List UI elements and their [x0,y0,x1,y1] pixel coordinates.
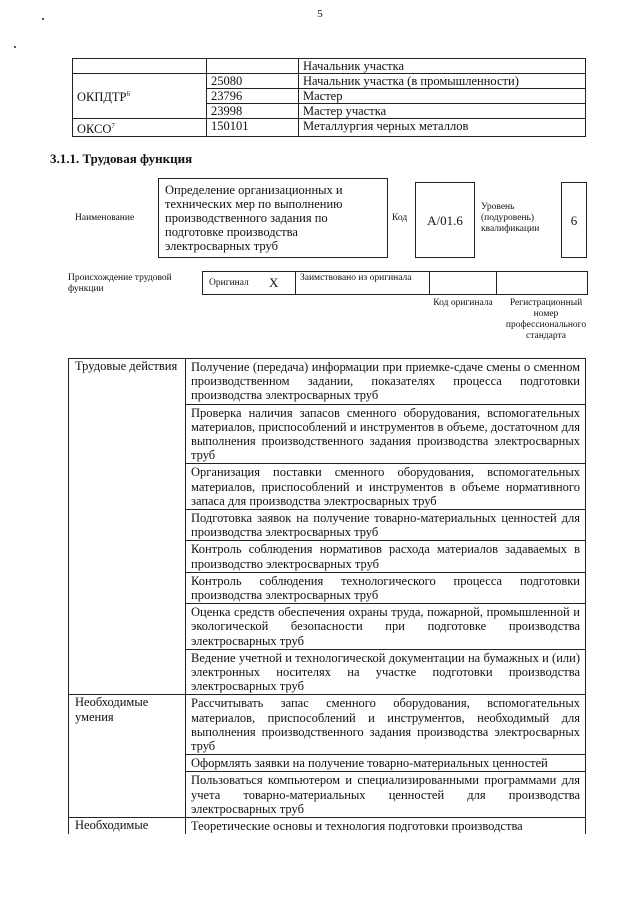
origin-box [202,271,588,295]
occupation-name: Мастер [299,89,586,104]
table-row [69,695,586,755]
function-code: А/01.6 [415,182,475,258]
occupation-name: Мастер участка [299,104,586,119]
occupation-code: 25080 [207,74,299,89]
table-row [73,74,586,89]
page-number: 5 [317,8,323,20]
okpdtr-table [72,58,586,137]
labor-action: Проверка наличия запасов сменного оборудования, вспомогательных материалов, приспособлений и инструментов в объеме, достаточном для выполнения производственного задания производства электросварных труб [186,404,586,464]
reg-number-caption: Регистрационный номер профессионального стандарта [505,298,587,341]
occupation-code: 23796 [207,89,299,104]
qualification-level: 6 [561,182,587,258]
table-cell [207,59,299,74]
table-row [69,818,586,835]
divider [496,272,497,294]
labor-action: Оценка средств обеспечения охраны труда, пожарной, промышленной и экологической безопасности при подготовке производства электросварных труб [186,604,586,650]
table-row [69,359,586,405]
classifier-okpdtr: ОКПДТР$^6$ [73,74,207,119]
scan-speck [14,46,16,48]
code-label: Код [392,213,408,223]
labor-action: Получение (передача) информации при приемке-сдаче смены о сменном производственном задании, показателях процесса подготовки производства электросварных труб [186,359,586,405]
occupation-name: Начальник участка (в промышленности) [299,74,586,89]
code-original-caption: Код оригинала [433,298,493,308]
section-title: 3.1.1. Трудовая функция [50,151,193,166]
borrowed-label: Заимствовано из оригинала [300,273,412,283]
occupation-code: 23998 [207,104,299,119]
knowledge-item: Теоретические основы и технология подготовки производства [186,818,586,835]
labor-actions-label: Трудовые действия [69,359,186,695]
skills-label: Необходимые умения [69,695,186,818]
labor-action: Ведение учетной и технологической документации на бумажных и (или) электронных носителях на участке подготовки производства электросварных труб [186,649,586,695]
function-details-table [68,358,586,834]
labor-action: Контроль соблюдения нормативов расхода материалов задаваемых в производство электросварных труб [186,541,586,572]
skill-item: Пользоваться компьютером и специализированными программами для учета товарно-материальных ценностей для производства электросварных труб [186,772,586,818]
skill-item: Оформлять заявки на получение товарно-материальных ценностей [186,755,586,772]
table-cell [73,59,207,74]
function-name: Определение организационных и технических мер по выполнению производственного задания по подготовке производства электросварных труб [158,178,388,258]
origin-label: Происхождение трудовой функции [68,273,172,294]
classifier-okso: ОКСО$^7$ [73,119,207,137]
occupation-name: Начальник участка [299,59,586,74]
table-row [73,59,586,74]
labor-action: Подготовка заявок на получение товарно-материальных ценностей для производства электросварных труб [186,510,586,541]
occupation-code: 150101 [207,119,299,137]
original-label: Оригинал [209,278,249,288]
divider [429,272,430,294]
original-mark: X [269,275,279,290]
labor-action: Контроль соблюдения технологического процесса подготовки производства электросварных труб [186,572,586,603]
knowledge-label: Необходимые [69,818,186,835]
level-label: Уровень (подуровень) квалификации [481,202,540,234]
occupation-name: Металлургия черных металлов [299,119,586,137]
name-label: Наименование [75,213,135,223]
table-row [73,119,586,137]
labor-action: Организация поставки сменного оборудования, вспомогательных материалов, приспособлений и инструментов в объеме нормативного запаса для производства электросварных труб [186,464,586,510]
divider [295,272,296,294]
skill-item: Рассчитывать запас сменного оборудования, вспомогательных материалов, приспособлений и инструментов, необходимый для выполнения производственного задания производства электросварных труб [186,695,586,755]
